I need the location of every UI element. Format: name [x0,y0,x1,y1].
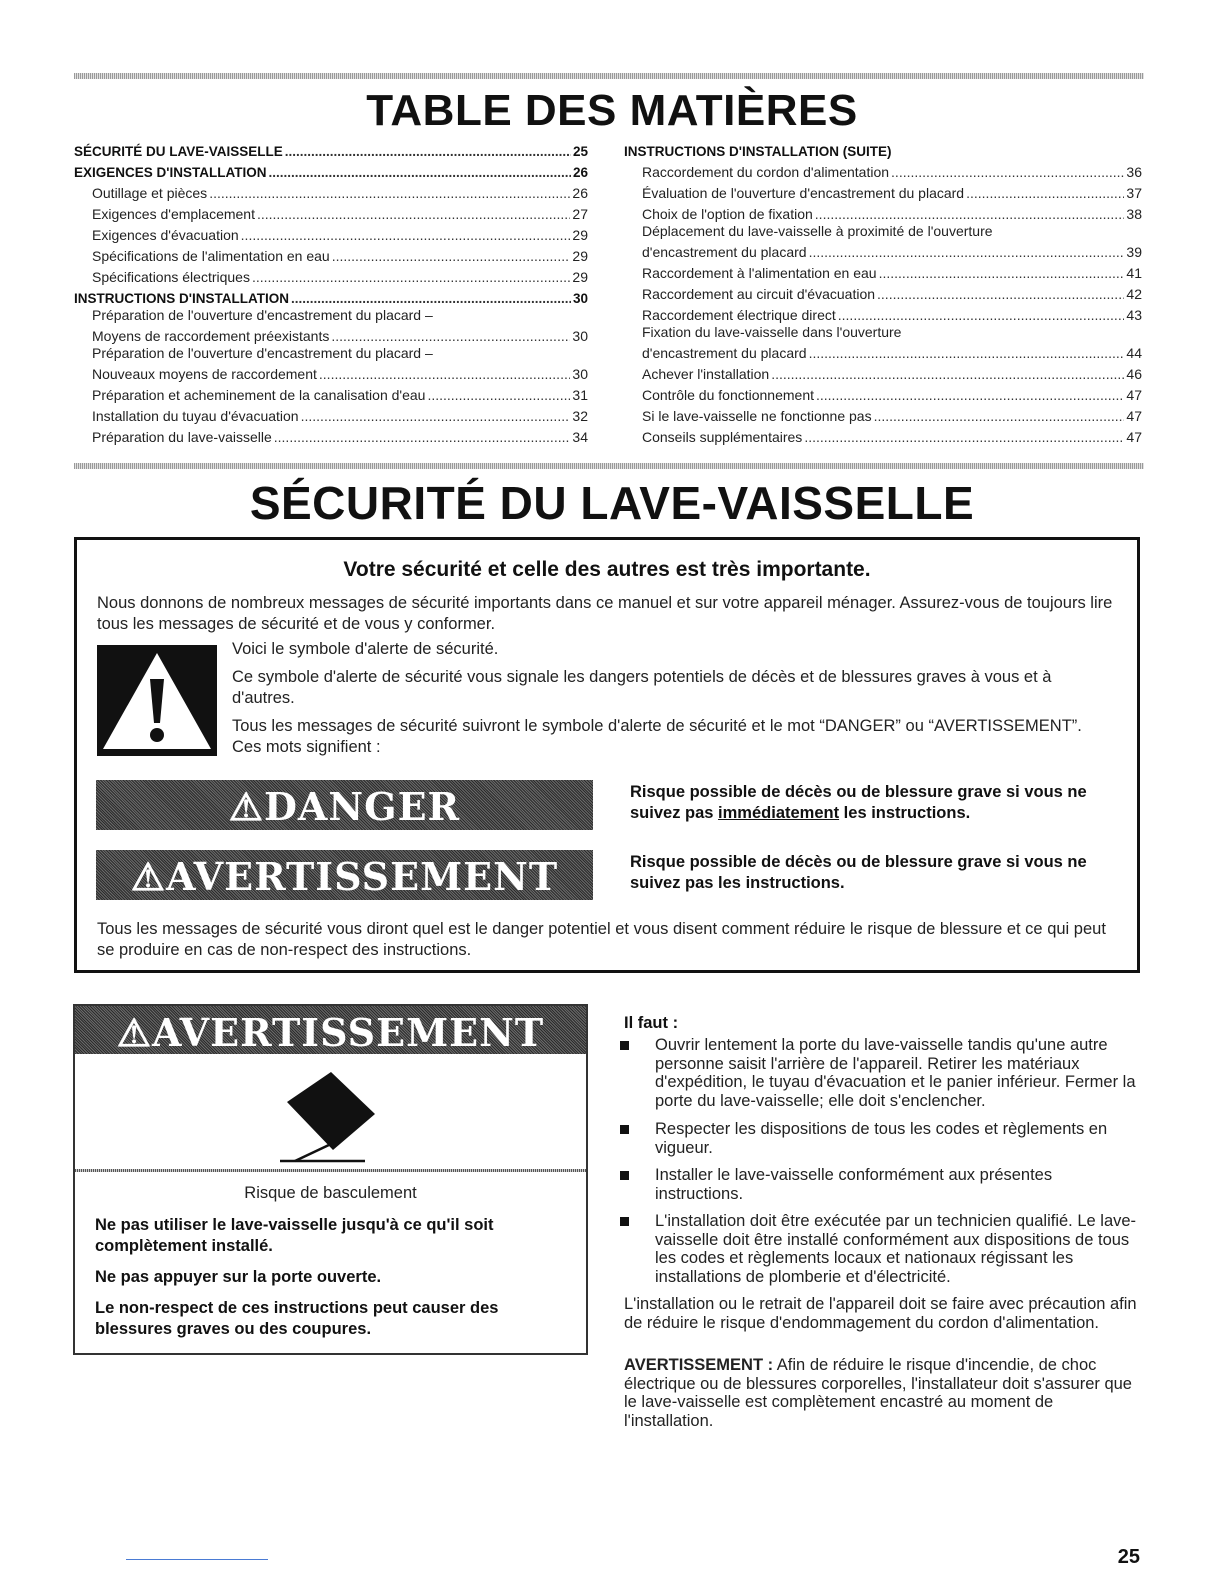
toc-entry-page: 38 [1126,206,1142,222]
toc-leader-dots [241,227,571,243]
warning-label: ⚠AVERTISSEMENT [130,854,559,899]
toc-entry-label: Raccordement électrique direct [642,307,836,323]
toc-entry-label: Achever l'installation [642,366,770,382]
toc-leader-dots [427,387,570,403]
toc-entry-label: Spécifications de l'alimentation en eau [92,248,330,264]
must-item-1-text: Ouvrir lentement la porte du lave-vaisselle tandis qu'une autre personne saisit l'arrière de l'appareil. Retirer les matériaux d'expédition, le tuyau d'évacuation et le panier inférieur. Fermer la porte du lave-vaisselle; elle doit s'enclencher. [655,1036,1136,1110]
toc-entry-label: Exigences d'emplacement [92,206,255,222]
toc-leader-dots [285,144,571,159]
toc-right-column [624,138,1142,445]
top-divider [74,73,1144,79]
symbol-desc: Ce symbole d'alerte de sécurité vous signale les dangers potentiels de décès et de blessures graves à vous et à d'autres. [232,668,1052,707]
toc-entry-page: 32 [572,408,588,424]
toc-entry-page: 29 [572,269,588,285]
toc-leader-dots [301,408,571,424]
toc-leader-dots [891,164,1124,180]
toc-entry-label: Fixation du lave-vaisselle dans l'ouverture [642,324,902,340]
toc-entry-page: 37 [1126,185,1142,201]
bullet [620,1041,629,1050]
toc-entry-page: 47 [1126,429,1142,445]
toc-entry-label: Préparation de l'ouverture d'encastrement du placard – [92,307,433,323]
right-entry [624,260,1142,281]
danger-text-b: les instructions. [839,804,971,822]
bullet [620,1171,629,1180]
danger-text [630,782,1140,824]
toc-leader-dots [252,269,570,285]
toc-entry-label: Nouveaux moyens de raccordement [92,366,317,382]
toc-entry-page: 34 [572,429,588,445]
toc-entry-page: 30 [572,291,588,306]
page-number: 25 [1117,1546,1140,1568]
must-para-2 [624,1356,1144,1430]
toc-left-column [74,138,588,445]
left-entry [74,201,588,222]
toc-entry-label: d'encastrement du placard [642,345,807,361]
toc-entry-label: Raccordement au circuit d'évacuation [642,286,876,302]
toc-leader-dots [838,307,1125,323]
toc-entry-label: Préparation et acheminement de la canalisation d'eau [92,387,426,403]
toc-entry-label: SÉCURITÉ DU LAVE-VAISSELLE [74,144,283,159]
left-entry [74,323,588,344]
right-entry [624,361,1142,382]
toc-entry-label: Conseils supplémentaires [642,429,803,445]
left-entry [74,382,588,403]
follow-desc: Tous les messages de sécurité suivront le symbole d'alerte de sécurité et le mot “DANGER” ou “AVERTISSEMENT”. Ces mots signifient : [232,717,1082,756]
toc-entry-page: 47 [1126,387,1142,403]
tip-warning-label: ⚠AVERTISSEMENT [116,1010,545,1055]
danger-text-underlined: immédiatement [718,804,840,822]
footer-rule [126,1559,268,1560]
tip-divider [75,1169,586,1172]
toc-entry-page: 43 [1126,307,1142,323]
toc-entry-label: Exigences d'évacuation [92,227,239,243]
toc-entry-page: 44 [1126,345,1142,361]
left-entry [74,344,588,361]
tip-warning-signal [75,1006,586,1054]
toc-leader-dots [809,244,1125,260]
toc-entry-label: INSTRUCTIONS D'INSTALLATION [74,291,289,306]
safety-alert-icon [97,645,217,756]
safety-title: SÉCURITÉ DU LAVE-VAISSELLE [249,477,975,529]
toc-entry-page: 29 [572,248,588,264]
must-item-3-text: Installer le lave-vaisselle conformément aux présentes instructions. [655,1166,1053,1203]
safety-intro: Nous donnons de nombreux messages de sécurité importants dans ce manuel et sur votre appareil ménager. Assurez-vous de toujours lire tous les messages de sécurité et de vous y conformer. [97,594,1113,633]
toc-leader-dots [319,366,571,382]
toc-entry-page: 30 [572,366,588,382]
toc-entry-label: Déplacement du lave-vaisselle à proximité de l'ouverture [642,223,993,239]
toc-leader-dots [331,328,570,344]
toc-entry-label: Installation du tuyau d'évacuation [92,408,299,424]
left-entry [74,138,588,159]
toc-leader-dots [771,366,1124,382]
toc-entry-page: 47 [1126,408,1142,424]
right-entry [624,424,1142,445]
tip-warning-box [73,1004,588,1355]
left-entry [74,361,588,382]
toc-entry-label: Si le lave-vaisselle ne fonctionne pas [642,408,872,424]
toc-entry-label: Contrôle du fonctionnement [642,387,814,403]
right-entry [624,281,1142,302]
must-item-2-text: Respecter les dispositions de tous les codes et règlements en vigueur. [655,1120,1108,1157]
left-entry [74,180,588,201]
right-entry [624,302,1142,323]
toc-entry-page: 36 [1126,164,1142,180]
toc-leader-dots [816,387,1124,403]
bullet [620,1217,629,1226]
symbol-line: Voici le symbole d'alerte de sécurité. [232,640,499,658]
danger-label: ⚠DANGER [228,784,461,829]
toc-entry-label: Moyens de raccordement préexistants [92,328,330,344]
must-heading: Il faut : [624,1014,679,1032]
toc-entry-label: Raccordement du cordon d'alimentation [642,164,890,180]
toc-entry-page: 26 [572,165,588,180]
toc-entry-label: d'encastrement du placard [642,244,807,260]
toc-entry-page: 46 [1126,366,1142,382]
toc-entry-page: 31 [572,387,588,403]
must-list [620,1036,1140,1296]
toc-entry-page: 30 [572,328,588,344]
safety-closing: Tous les messages de sécurité vous diront quel est le danger potentiel et vous disent comment réduire le risque de blessure et ce qui peut se produire en cas de non-respect des instructions. [97,920,1106,959]
right-entry [624,382,1142,403]
toc-right-header: INSTRUCTIONS D'INSTALLATION (SUITE) [624,144,892,159]
right-entry [624,239,1142,260]
toc-leader-dots [257,206,570,222]
toc-leader-dots [268,165,571,180]
must-para-2-bold: AVERTISSEMENT : [624,1356,774,1374]
must-para-1: L'installation ou le retrait de l'appareil doit se faire avec précaution afin de réduire le risque d'endommagement du cordon d'alimentation. [624,1295,1137,1332]
danger-text-a: Risque possible de décès ou de blessure grave si vous ne suivez pas [630,783,1087,822]
right-entry [624,403,1142,424]
left-entry [74,222,588,243]
toc-leader-dots [291,291,571,306]
tip-line-3: Le non-respect de ces instructions peut causer des blessures graves ou des coupures. [95,1299,499,1338]
toc-entry-label: EXIGENCES D'INSTALLATION [74,165,267,180]
left-entry [74,306,588,323]
toc-leader-dots [809,345,1125,361]
toc-entry-page: 39 [1126,244,1142,260]
danger-signal [96,780,593,830]
must-item-4-text: L'installation doit être exécutée par un technicien qualifié. Le lave-vaisselle doit être installé conformément aux dispositions de tous les codes et règlements locaux et nationaux régissant les installations de plomberie et d'électricité. [655,1212,1137,1286]
bullet [620,1125,629,1134]
middle-divider [74,463,1144,469]
toc-leader-dots [815,206,1125,222]
tip-line-2: Ne pas appuyer sur la porte ouverte. [95,1268,382,1286]
toc-leader-dots [966,185,1124,201]
left-entry [74,424,588,445]
toc-entry-label: Évaluation de l'ouverture d'encastrement du placard [642,185,965,201]
toc-entry-label: Préparation de l'ouverture d'encastrement du placard – [92,345,433,361]
toc-entry-page: 29 [572,227,588,243]
left-entry [74,243,588,264]
left-entry [74,403,588,424]
left-entry [74,285,588,306]
safety-subtitle: Votre sécurité et celle des autres est très importante. [343,558,871,581]
toc-entry-label: Raccordement à l'alimentation en eau [642,265,877,281]
tip-caption: Risque de basculement [244,1184,417,1202]
toc-title: TABLE DES MATIÈRES [366,86,858,135]
left-entry [74,264,588,285]
tip-line-1: Ne pas utiliser le lave-vaisselle jusqu'à ce qu'il soit complètement installé. [95,1216,494,1255]
toc-leader-dots [274,429,571,445]
right-entry [624,222,1142,239]
toc-leader-dots [874,408,1125,424]
toc-entry-page: 41 [1126,265,1142,281]
toc-leader-dots [804,429,1124,445]
toc-entry-label: Spécifications électriques [92,269,250,285]
must-para-2-text: Afin de réduire le risque d'incendie, de choc électrique ou de blessures corporelles, l'installateur doit s'assurer que le lave-vaisselle est complètement encastré au moment de l'installation. [624,1356,1132,1430]
warning-text: Risque possible de décès ou de blessure grave si vous ne suivez pas les instructions. [630,853,1087,892]
toc-leader-dots [879,265,1125,281]
tip-over-icon [75,1054,586,1169]
warning-signal [96,850,593,900]
safety-box [74,537,1140,973]
right-entry [624,340,1142,361]
toc-entry-label: Choix de l'option de fixation [642,206,813,222]
right-entry [624,159,1142,180]
toc-entry-page: 42 [1126,286,1142,302]
toc-leader-dots [332,248,571,264]
toc-entry-page: 27 [572,206,588,222]
left-entry [74,159,588,180]
toc-leader-dots [209,185,570,201]
toc-leader-dots [877,286,1124,302]
toc-entry-page: 26 [572,185,588,201]
toc-entry-label: Outillage et pièces [92,185,208,201]
toc-entry-page: 25 [572,144,588,159]
right-entry [624,201,1142,222]
right-entry [624,180,1142,201]
toc-entry-label: Préparation du lave-vaisselle [92,429,272,445]
right-entry [624,323,1142,340]
